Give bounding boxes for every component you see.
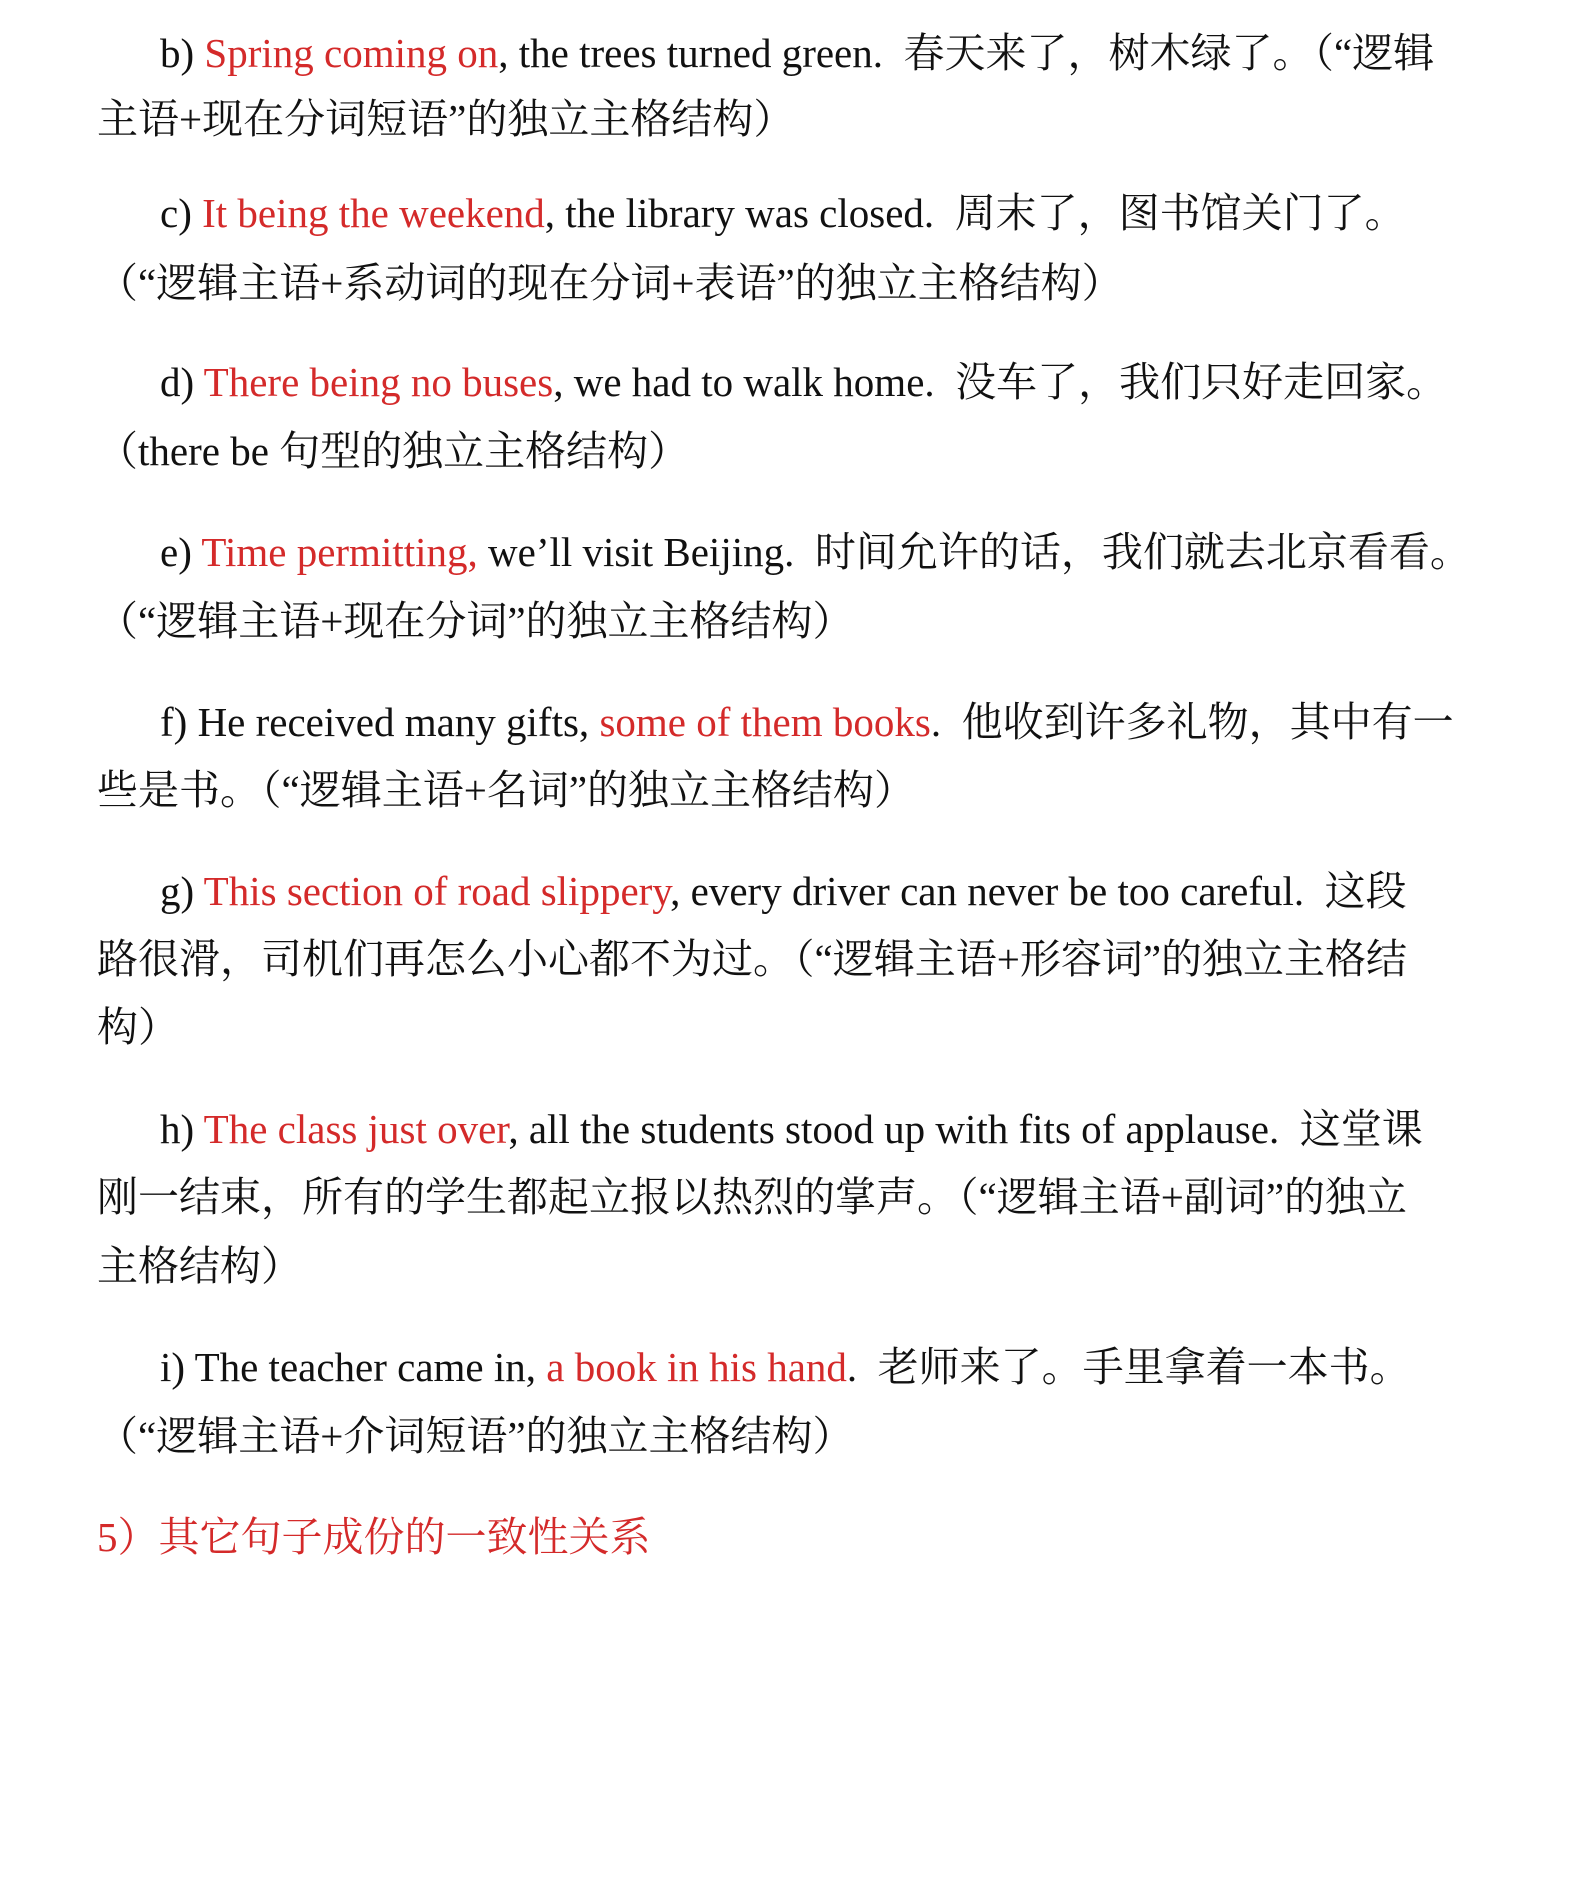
example-c-line-1 [160, 183, 1560, 243]
example-i-line-1 [160, 1337, 1560, 1397]
example-c-sentence: , the library was closed. [544, 190, 935, 236]
example-h-line-2 [97, 1167, 1497, 1227]
example-d-label: d) [160, 359, 195, 405]
example-h-label: h) [160, 1106, 195, 1152]
example-g-label: g) [160, 868, 195, 914]
example-b-highlight: Spring coming on [204, 30, 499, 76]
example-d-line-2 [97, 421, 1497, 481]
example-e-line-1 [160, 522, 1560, 582]
example-d-note: （there be 句型的独立主格结构） [97, 428, 690, 474]
example-g-sentence: , every driver can never be too careful. [670, 868, 1305, 914]
example-c-translation: 周末了，图书馆关门了。 [954, 190, 1406, 236]
example-h-sentence: , all the students stood up with fits of applause. [508, 1106, 1280, 1152]
example-h-translation-part1: 这堂课 [1299, 1106, 1423, 1152]
example-f-line-1 [160, 692, 1560, 752]
example-d-line-1 [160, 352, 1560, 412]
example-i-line-2 [97, 1406, 1497, 1466]
example-c-note: （“逻辑主语+系动词的现在分词+表语”的独立主格结构） [97, 260, 1123, 306]
example-c-line-2 [97, 253, 1497, 313]
example-i-highlight: a book in his hand [546, 1344, 847, 1390]
example-e-highlight: Time permitting, [201, 529, 478, 575]
example-g-translation-part2: 路很滑，司机们再怎么小心都不为过。 [97, 936, 794, 982]
section-heading: 5）其它句子成份的一致性关系 [97, 1514, 651, 1560]
example-e-note: （“逻辑主语+现在分词”的独立主格结构） [97, 598, 854, 644]
example-h-note-part2: 主格结构） [97, 1243, 302, 1289]
example-b-note-part2: 主语+现在分词短语”的独立主格结构） [97, 96, 795, 142]
example-i-sentence-start: The teacher came in, [194, 1344, 537, 1390]
example-d-sentence: , we had to walk home. [553, 359, 935, 405]
example-f-translation-part1: 他收到许多礼物，其中有一 [961, 699, 1454, 745]
example-f-translation-part2: 些是书。 [97, 767, 261, 813]
example-d-highlight: There being no buses [203, 359, 554, 405]
example-f-sentence-start: He received many gifts, [197, 699, 590, 745]
example-g-line-2 [97, 929, 1497, 989]
example-i-label: i) [160, 1344, 186, 1390]
example-g-note-part2: 构） [97, 1004, 179, 1050]
example-i-translation: 老师来了。手里拿着一本书。 [877, 1344, 1411, 1390]
example-b-sentence: , the trees turned green. [498, 30, 884, 76]
example-f-label: f) [160, 699, 188, 745]
example-g-note-part1: （“逻辑主语+形容词”的独立主格结 [794, 936, 1408, 982]
example-h-line-1 [160, 1099, 1560, 1159]
example-e-translation: 时间允许的话，我们就去北京看看。 [814, 529, 1471, 575]
example-c-label: c) [160, 190, 192, 236]
example-f-sentence-end: . [930, 699, 942, 745]
example-e-line-2 [97, 591, 1497, 651]
example-e-label: e) [160, 529, 192, 575]
example-f-line-2 [97, 760, 1497, 820]
example-b-note-part1: （“逻辑 [1313, 30, 1435, 76]
example-g-line-1 [160, 861, 1560, 921]
example-i-sentence-end: . [846, 1344, 858, 1390]
example-g-line-3 [97, 997, 1497, 1057]
example-c-highlight: It being the weekend [202, 190, 545, 236]
example-b-label: b) [160, 30, 195, 76]
example-f-note: （“逻辑主语+名词”的独立主格结构） [261, 767, 916, 813]
example-g-translation-part1: 这段 [1324, 868, 1407, 914]
example-i-note: （“逻辑主语+介词短语”的独立主格结构） [97, 1413, 854, 1459]
example-e-sentence: we’ll visit Beijing. [477, 529, 795, 575]
example-h-highlight: The class just over [203, 1106, 509, 1152]
example-h-translation-part2: 刚一结束，所有的学生都起立报以热烈的掌声。 [97, 1174, 958, 1220]
example-h-line-3 [97, 1236, 1497, 1296]
example-d-translation: 没车了，我们只好走回家。 [955, 359, 1448, 405]
example-f-highlight: some of them books [599, 699, 931, 745]
example-b-line-1 [160, 23, 1560, 83]
example-g-highlight: This section of road slippery [203, 868, 671, 914]
example-b-translation: 春天来了，树木绿了。 [903, 30, 1314, 76]
example-b-line-2 [97, 89, 1497, 149]
example-h-note-part1: （“逻辑主语+副词”的独立 [958, 1174, 1408, 1220]
